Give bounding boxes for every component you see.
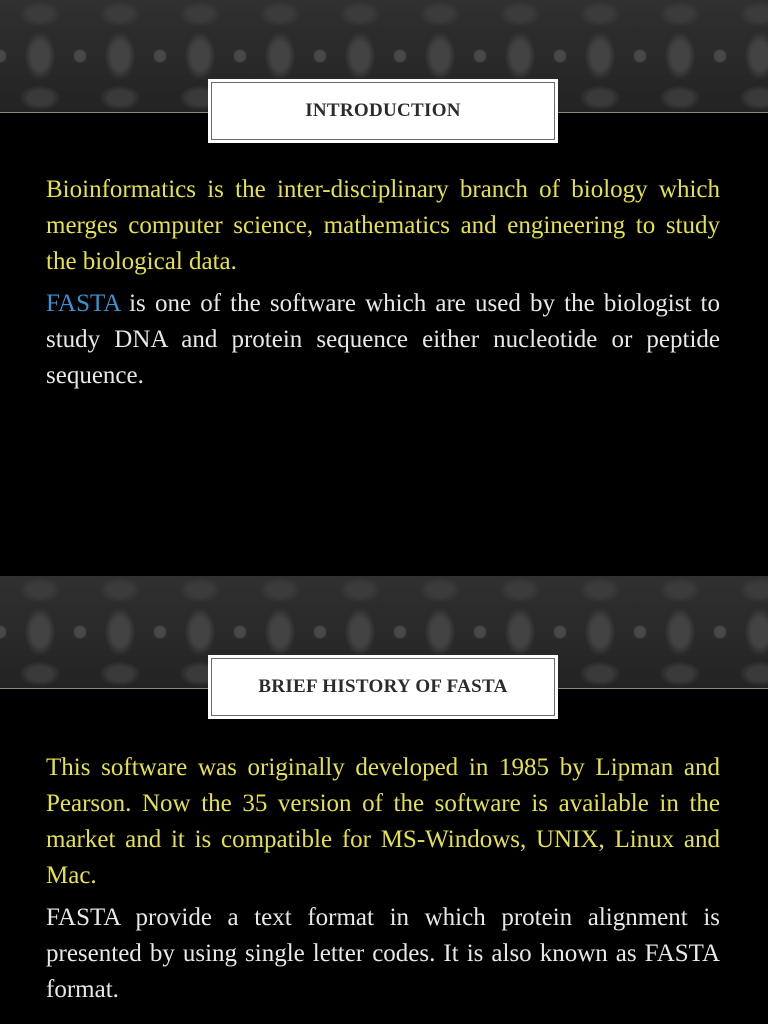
paragraph-fasta-format (46, 900, 720, 1008)
paragraph-text: This software was originally developed in 1985 by Lipman and Pearson. Now the 35 version of the software is available in the market and it is compatible for MS-Windows, UNIX, Linux and Mac. (46, 754, 720, 889)
fasta-highlight: FASTA (46, 290, 120, 317)
paragraph-history (46, 750, 720, 894)
slide-title: BRIEF HISTORY OF FASTA (258, 676, 508, 697)
slide-body (46, 750, 720, 1014)
paragraph-bioinformatics (46, 172, 720, 280)
paragraph-text: Bioinformatics is the inter-disciplinary branch of biology which merges computer science, mathematics and engineering to study the biological data. (46, 176, 720, 275)
slide-title-box (208, 655, 558, 719)
slide-history (0, 512, 768, 1024)
slide-title: INTRODUCTION (305, 100, 461, 121)
paragraph-text: FASTA provide a text format in which protein alignment is presented by using single letter codes. It is also known as FASTA format. (46, 904, 720, 1003)
paragraph-text: is one of the software which are used by the biologist to study DNA and protein sequence either nucleotide or peptide sequence. (46, 290, 720, 389)
paragraph-fasta-intro (46, 286, 720, 394)
slide-body (46, 172, 720, 400)
slide-title-box (208, 79, 558, 143)
